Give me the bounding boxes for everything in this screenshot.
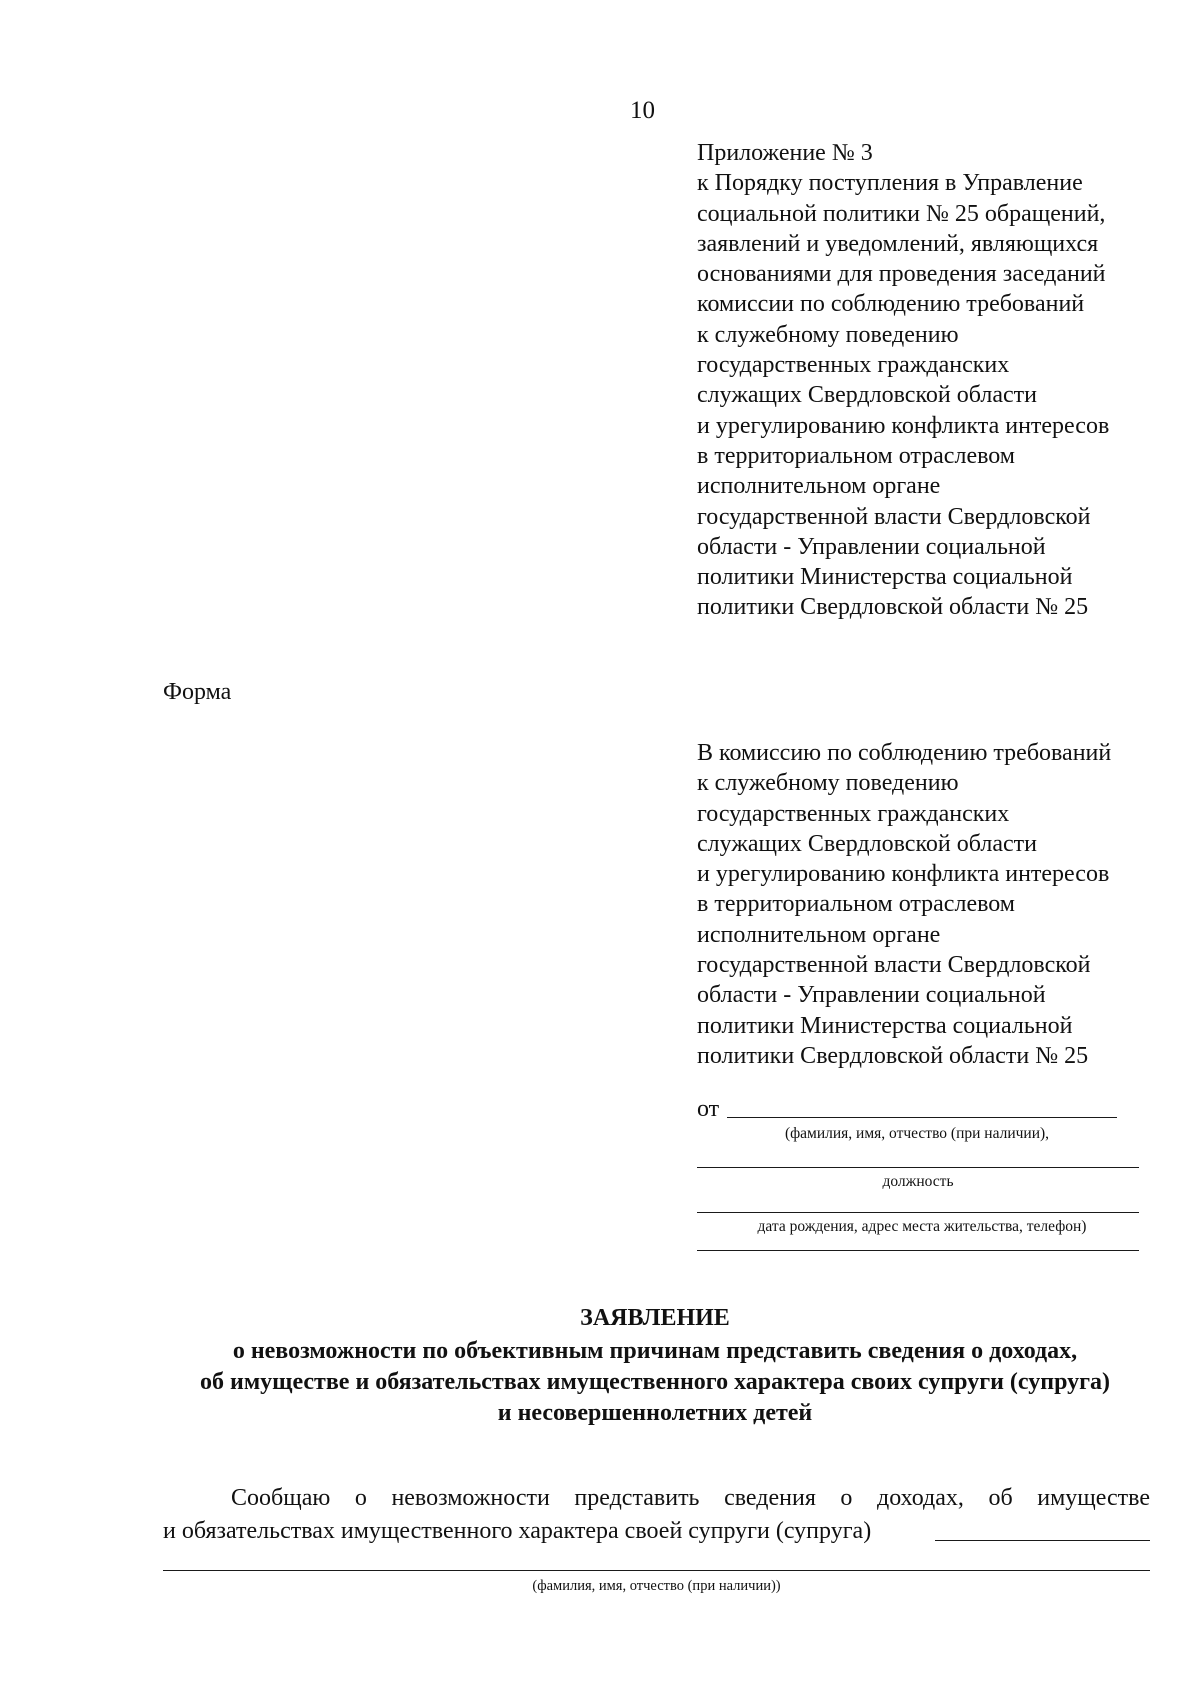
addressee-block: В комиссию по соблюдению требований к служебному поведению государственных гражданских служащих Свердловской области и урегулированию конфликта интересов в территориальном отраслевом исполнительном органе государственной власти Свердловской области - Управлении социальной политики Министерства социальной политики Свердловской области № 25 — [697, 740, 1112, 1069]
statement-title: ЗАЯВЛЕНИЕ — [580, 1305, 730, 1331]
caption-position: должность — [882, 1173, 954, 1190]
appendix-header: Приложение № 3 к Порядку поступления в Управление социальной политики № 25 обращений, заявлений и уведомлений, являющихся основаниями для проведения заседаний комиссии по соблюдению требований к служебному поведению государственных гражданских служащих Свердловской области и урегулированию конфликта интересов в территориальном отраслевом исполнительном органе государственной власти Свердловской области - Управлении социальной политики Министерства социальной политики Свердловской области № 25 — [697, 140, 1110, 621]
details-line-2[interactable] — [697, 1250, 1139, 1251]
caption-spouse: (фамилия, имя, отчество (при наличии)) — [532, 1578, 781, 1594]
form-label: Форма — [163, 679, 232, 705]
from-name-line[interactable] — [727, 1117, 1117, 1118]
caption-name: (фамилия, имя, отчество (при наличии), — [784, 1125, 1050, 1142]
page-number: 10 — [630, 97, 655, 124]
from-label: от — [697, 1096, 720, 1122]
spouse-name-line[interactable] — [163, 1570, 1150, 1571]
body-line-1: Сообщаю о невозможности представить сведения о доходах, об имуществе — [231, 1485, 1150, 1511]
position-line[interactable] — [697, 1167, 1139, 1168]
body-line-2: и обязательствах имущественного характера своей супруги (супруга) — [163, 1518, 872, 1544]
details-line-1[interactable] — [697, 1212, 1139, 1213]
statement-subtitle: о невозможности по объективным причинам представить сведения о доходах, об имуществе и обязательствах имущественного характера своих супруги (супруга) и несовершеннолетних детей — [200, 1338, 1110, 1426]
spouse-inline-line[interactable] — [935, 1540, 1150, 1541]
caption-details: дата рождения, адрес места жительства, телефон) — [757, 1218, 1087, 1235]
